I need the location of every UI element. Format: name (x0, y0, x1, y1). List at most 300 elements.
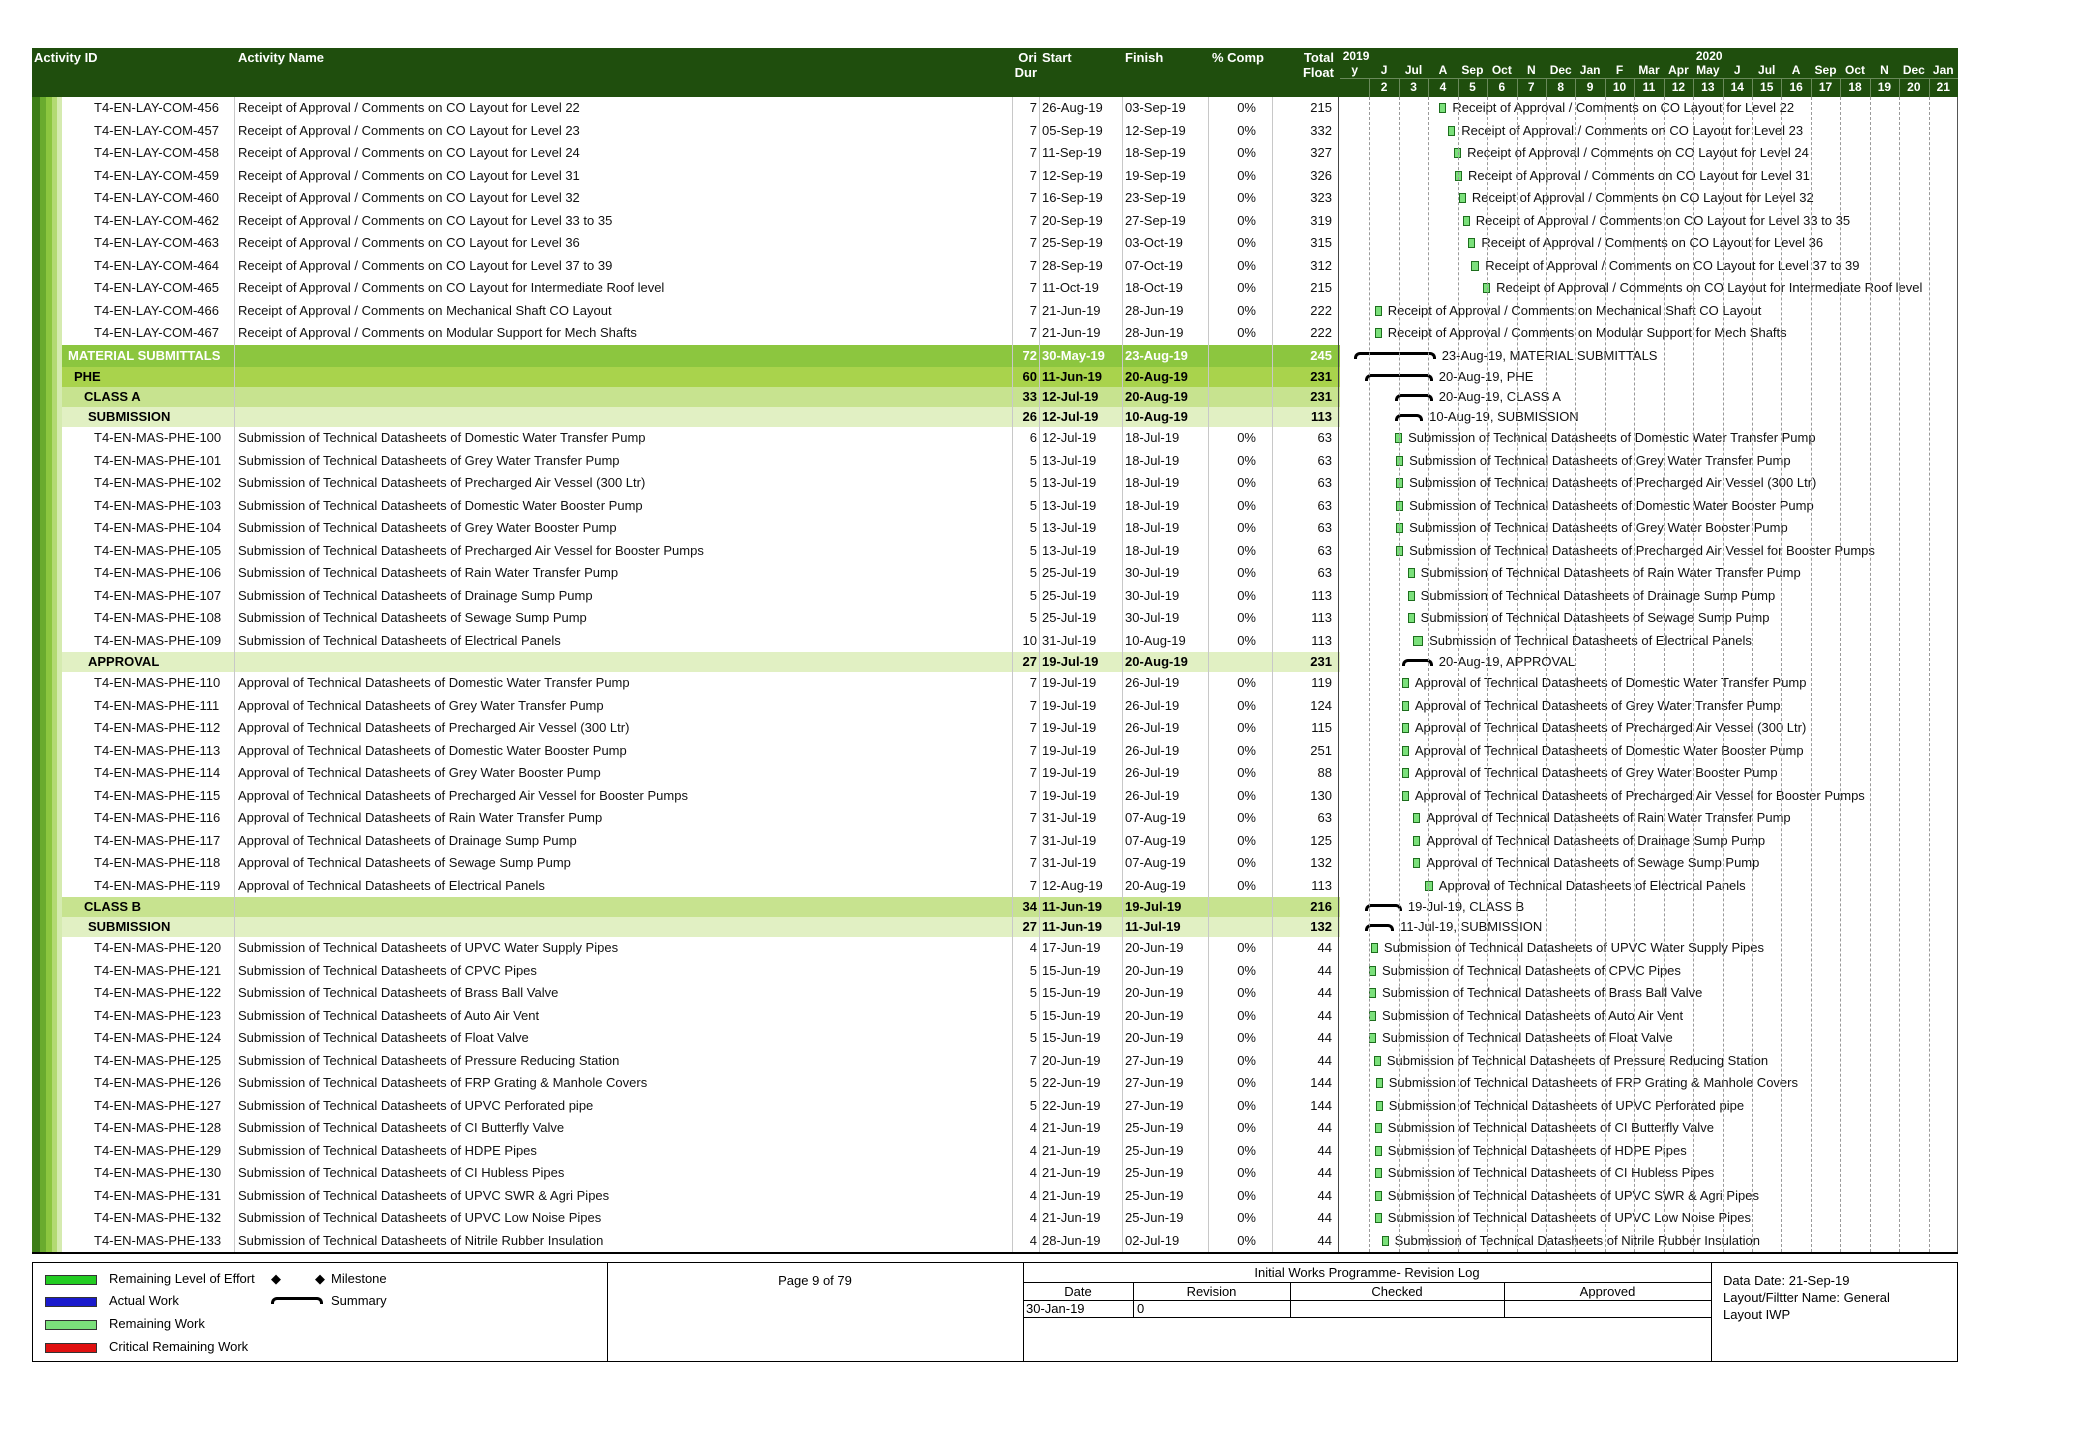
percent-complete: 0% (1237, 675, 1256, 690)
activity-bar[interactable] (1402, 678, 1409, 688)
table-row[interactable] (32, 695, 1958, 719)
revision-log (1023, 1263, 1712, 1361)
activity-id: T4-EN-MAS-PHE-128 (94, 1120, 222, 1135)
activity-name: Submission of Technical Datasheets of Drainage Sump Pump (238, 587, 593, 603)
table-row[interactable] (32, 427, 1958, 451)
start-date: 11-Jun-19 (1042, 899, 1102, 914)
activity-name: Submission of Technical Datasheets of UPVC SWR & Agri Pipes (238, 1187, 610, 1203)
bar-label: Receipt of Approval / Comments on CO Layout for Level 33 to 35 (1475, 212, 1851, 228)
table-row[interactable] (32, 785, 1958, 809)
activity-bar[interactable] (1413, 813, 1420, 823)
activity-id: T4-EN-MAS-PHE-130 (94, 1165, 222, 1180)
summary-bar-label: 20-Aug-19, APPROVAL (1438, 654, 1576, 669)
legend-swatch-actual (45, 1297, 97, 1307)
total-float: 63 (1317, 810, 1332, 825)
finish-date: 26-Jul-19 (1125, 787, 1180, 803)
bar-label: Submission of Technical Datasheets of UPVC Perforated pipe (1388, 1097, 1745, 1113)
group-row[interactable] (32, 345, 1958, 368)
month-number: 18 (1848, 80, 1862, 94)
group-name: SUBMISSION (88, 409, 171, 424)
table-row[interactable] (32, 807, 1958, 831)
table-row[interactable] (32, 585, 1958, 609)
table-row[interactable] (32, 97, 1958, 121)
month-number: 13 (1701, 80, 1715, 94)
total-float: 63 (1317, 497, 1332, 513)
activity-name: Submission of Technical Datasheets of UPVC Perforated pipe (238, 1097, 594, 1113)
group-row[interactable] (32, 407, 1958, 427)
activity-id: T4-EN-MAS-PHE-104 (94, 520, 222, 535)
activity-bar[interactable] (1375, 1213, 1382, 1223)
activity-id: T4-EN-MAS-PHE-106 (94, 565, 222, 580)
activity-bar[interactable] (1376, 1078, 1383, 1088)
orig-duration: 7 (1029, 257, 1037, 273)
activity-bar[interactable] (1448, 126, 1455, 136)
table-row[interactable] (32, 517, 1958, 541)
month-number: 7 (1527, 80, 1535, 94)
activity-name: Receipt of Approval / Comments on CO Layout for Level 33 to 35 (238, 212, 613, 228)
total-float: 63 (1317, 565, 1332, 580)
bar-label: Submission of Technical Datasheets of CI Hubless Pipes (1387, 1165, 1715, 1180)
orig-duration: 5 (1029, 962, 1037, 978)
activity-bar[interactable] (1376, 1101, 1383, 1111)
finish-date: 11-Jul-19 (1125, 919, 1181, 934)
bar-label: Submission of Technical Datasheets of CI Butterfly Valve (1387, 1120, 1714, 1135)
group-row[interactable] (32, 917, 1958, 937)
finish-date: 27-Jun-19 (1125, 1097, 1184, 1113)
table-row[interactable] (32, 875, 1958, 899)
orig-duration: 4 (1029, 1187, 1037, 1203)
activity-name: Submission of Technical Datasheets of Auto Air Vent (238, 1007, 540, 1023)
start-date: 19-Jul-19 (1042, 654, 1099, 669)
total-float: 44 (1317, 1142, 1332, 1158)
activity-id: T4-EN-LAY-COM-459 (94, 167, 219, 183)
orig-duration: 5 (1029, 475, 1037, 490)
activity-bar[interactable] (1468, 238, 1476, 248)
total-float: 44 (1317, 1232, 1332, 1248)
table-row[interactable] (32, 1230, 1958, 1254)
col-finish[interactable]: Finish (1125, 50, 1164, 65)
finish-date: 20-Jun-19 (1125, 1007, 1184, 1023)
finish-date: 18-Jul-19 (1125, 520, 1180, 535)
orig-duration: 5 (1029, 520, 1037, 535)
start-date: 25-Sep-19 (1042, 235, 1103, 250)
percent-complete: 0% (1237, 122, 1256, 138)
start-date: 21-Jun-19 (1042, 1187, 1101, 1203)
diamond-icon: ◆ (271, 1271, 281, 1286)
activity-bar[interactable] (1371, 943, 1378, 953)
col-activity-name[interactable]: Activity Name (238, 50, 324, 65)
table-row[interactable] (32, 830, 1958, 854)
table-row[interactable] (32, 1117, 1958, 1141)
col-start[interactable]: Start (1042, 50, 1072, 65)
percent-complete: 0% (1237, 1075, 1256, 1090)
total-float: 327 (1310, 145, 1332, 160)
activity-bar[interactable] (1382, 1236, 1389, 1246)
start-date: 15-Jun-19 (1042, 1030, 1101, 1045)
activity-bar[interactable] (1402, 723, 1409, 733)
rev-col-date: Date (1064, 1284, 1092, 1299)
start-date: 19-Jul-19 (1042, 720, 1097, 735)
finish-date: 20-Jun-19 (1125, 940, 1184, 955)
finish-date: 23-Aug-19 (1125, 347, 1188, 363)
table-row[interactable] (32, 540, 1958, 564)
summary-bar-icon (271, 1297, 323, 1304)
activity-bar[interactable] (1402, 746, 1409, 756)
summary-bar-label: 23-Aug-19, MATERIAL SUBMITTALS (1441, 347, 1658, 363)
orig-duration: 5 (1029, 1007, 1037, 1023)
percent-complete: 0% (1237, 167, 1256, 183)
activity-table (32, 97, 1958, 1252)
percent-complete: 0% (1237, 697, 1256, 713)
table-row[interactable] (32, 1005, 1958, 1029)
orig-duration: 4 (1029, 1142, 1037, 1158)
activity-bar[interactable] (1375, 1191, 1382, 1201)
table-row[interactable] (32, 255, 1958, 279)
activity-name: Submission of Technical Datasheets of Pressure Reducing Station (238, 1052, 620, 1068)
table-row[interactable] (32, 472, 1958, 496)
total-float: 113 (1311, 632, 1332, 648)
total-float: 125 (1310, 832, 1332, 848)
finish-date: 30-Jul-19 (1125, 610, 1180, 625)
activity-bar[interactable] (1375, 1123, 1382, 1133)
percent-complete: 0% (1237, 855, 1256, 870)
legend-milestone-label: Milestone (331, 1271, 387, 1286)
month-label: Jan (1579, 63, 1601, 77)
activity-name: Submission of Technical Datasheets of FRP Grating & Manhole Covers (238, 1075, 648, 1090)
bar-label: Submission of Technical Datasheets of Precharged Air Vessel (300 Ltr) (1409, 475, 1817, 490)
start-date: 20-Sep-19 (1042, 212, 1103, 228)
group-row[interactable] (32, 897, 1958, 917)
col-percent-complete[interactable]: % Comp (1212, 50, 1264, 65)
activity-name: Submission of Technical Datasheets of Grey Water Booster Pump (238, 520, 617, 535)
table-row[interactable] (32, 1095, 1958, 1119)
page-number: Page 9 of 79 (778, 1273, 852, 1288)
total-float: 326 (1310, 167, 1332, 183)
activity-bar[interactable] (1463, 216, 1470, 226)
orig-duration: 34 (1022, 899, 1037, 914)
month-label: Jan (1932, 63, 1954, 77)
month-number: 8 (1557, 80, 1565, 94)
activity-id: T4-EN-MAS-PHE-111 (94, 697, 220, 713)
table-row[interactable] (32, 232, 1958, 256)
activity-bar[interactable] (1471, 261, 1480, 271)
bar-label: Receipt of Approval / Comments on CO Layout for Level 37 to 39 (1485, 257, 1860, 273)
activity-bar[interactable] (1413, 636, 1423, 646)
finish-date: 28-Jun-19 (1125, 302, 1184, 318)
total-float: 215 (1310, 280, 1332, 295)
group-row[interactable] (32, 367, 1958, 387)
activity-name: Submission of Technical Datasheets of Rain Water Transfer Pump (238, 565, 619, 580)
bar-label: Approval of Technical Datasheets of Grey Water Transfer Pump (1414, 697, 1781, 713)
percent-complete: 0% (1237, 1120, 1256, 1135)
legend-remaining-label: Remaining Work (109, 1316, 205, 1331)
total-float: 44 (1317, 1007, 1332, 1023)
activity-bar[interactable] (1413, 836, 1420, 846)
total-float: 144 (1310, 1075, 1332, 1090)
table-row[interactable] (32, 607, 1958, 631)
activity-id: T4-EN-MAS-PHE-127 (94, 1097, 222, 1113)
table-row[interactable] (32, 672, 1958, 696)
orig-duration: 5 (1029, 542, 1037, 558)
orig-duration: 7 (1029, 235, 1037, 250)
percent-complete: 0% (1237, 1030, 1256, 1045)
activity-id: T4-EN-MAS-PHE-115 (94, 787, 221, 803)
bar-label: Submission of Technical Datasheets of Sewage Sump Pump (1420, 610, 1770, 625)
activity-bar[interactable] (1402, 768, 1409, 778)
activity-bar[interactable] (1459, 193, 1466, 203)
activity-bar[interactable] (1408, 568, 1415, 578)
activity-id: T4-EN-MAS-PHE-120 (94, 940, 222, 955)
orig-duration: 6 (1029, 430, 1037, 445)
finish-date: 20-Aug-19 (1125, 654, 1188, 669)
finish-date: 23-Sep-19 (1125, 190, 1186, 205)
table-row[interactable] (32, 717, 1958, 741)
bar-label: Receipt of Approval / Comments on CO Layout for Level 36 (1481, 235, 1824, 250)
start-date: 31-Jul-19 (1042, 855, 1097, 870)
total-float: 222 (1310, 325, 1332, 340)
table-row[interactable] (32, 960, 1958, 984)
table-row[interactable] (32, 1072, 1958, 1096)
orig-duration: 4 (1029, 1210, 1037, 1225)
finish-date: 26-Jul-19 (1125, 697, 1180, 713)
data-date: Data Date: 21-Sep-19 (1723, 1273, 1850, 1288)
start-date: 13-Jul-19 (1042, 475, 1097, 490)
start-date: 21-Jun-19 (1042, 1142, 1101, 1158)
bar-label: Approval of Technical Datasheets of Domestic Water Transfer Pump (1414, 675, 1807, 690)
table-row[interactable] (32, 1162, 1958, 1186)
rev-date-value: 30-Jan-19 (1026, 1301, 1085, 1316)
activity-name: Receipt of Approval / Comments on CO Layout for Level 37 to 39 (238, 257, 613, 273)
orig-duration: 4 (1029, 1120, 1037, 1135)
bar-label: Approval of Technical Datasheets of Precharged Air Vessel (300 Ltr) (1414, 720, 1807, 735)
activity-bar[interactable] (1402, 701, 1409, 711)
orig-duration: 7 (1029, 167, 1037, 183)
percent-complete: 0% (1237, 302, 1256, 318)
summary-bar-label: 20-Aug-19, CLASS A (1438, 389, 1561, 404)
group-row[interactable] (32, 387, 1958, 407)
table-row[interactable] (32, 165, 1958, 189)
month-number: 12 (1671, 80, 1686, 94)
bar-label: Receipt of Approval / Comments on Mechanical Shaft CO Layout (1387, 302, 1762, 318)
activity-bar[interactable] (1375, 306, 1382, 316)
month-number: 19 (1877, 80, 1892, 94)
activity-name: Receipt of Approval / Comments on CO Layout for Level 31 (238, 167, 580, 183)
percent-complete: 0% (1237, 632, 1256, 648)
activity-bar[interactable] (1408, 613, 1415, 623)
diamond-icon: ◆ (315, 1271, 325, 1286)
table-row[interactable] (32, 142, 1958, 166)
orig-duration: 72 (1022, 347, 1037, 363)
legend-summary-label: Summary (331, 1293, 387, 1308)
finish-date: 02-Jul-19 (1125, 1232, 1180, 1248)
activity-id: T4-EN-MAS-PHE-113 (94, 742, 221, 758)
table-row[interactable] (32, 1050, 1958, 1074)
start-date: 31-Jul-19 (1042, 632, 1097, 648)
orig-duration: 60 (1022, 369, 1037, 384)
table-row[interactable] (32, 322, 1958, 346)
percent-complete: 0% (1237, 1210, 1256, 1225)
finish-date: 18-Jul-19 (1125, 542, 1180, 558)
total-float: 231 (1310, 369, 1332, 384)
month-label: Oct (1491, 63, 1512, 77)
activity-name: Approval of Technical Datasheets of Domestic Water Booster Pump (238, 742, 627, 758)
table-row[interactable] (32, 277, 1958, 301)
table-row[interactable] (32, 852, 1958, 876)
layout-name: Layout/Filtter Name: General (1723, 1290, 1890, 1305)
month-number: 4 (1439, 80, 1447, 94)
orig-duration: 27 (1022, 654, 1037, 669)
start-date: 13-Jul-19 (1042, 497, 1097, 513)
table-row[interactable] (32, 1027, 1958, 1051)
total-float: 315 (1310, 235, 1332, 250)
finish-date: 26-Jul-19 (1125, 742, 1180, 758)
table-row[interactable] (32, 1140, 1958, 1164)
total-float: 44 (1317, 1120, 1332, 1135)
summary-bar[interactable] (1395, 394, 1433, 401)
group-name: APPROVAL (88, 654, 160, 669)
activity-bar[interactable] (1402, 791, 1409, 801)
total-float: 113 (1311, 610, 1332, 625)
month-label: A (1438, 63, 1448, 77)
month-label: N (1880, 63, 1889, 77)
table-row[interactable] (32, 1207, 1958, 1231)
activity-id: T4-EN-MAS-PHE-103 (94, 497, 222, 513)
percent-complete: 0% (1237, 1052, 1256, 1068)
orig-duration: 7 (1029, 787, 1037, 803)
activity-name: Approval of Technical Datasheets of Sewage Sump Pump (238, 855, 571, 870)
activity-bar[interactable] (1375, 1168, 1382, 1178)
percent-complete: 0% (1237, 520, 1256, 535)
activity-name: Receipt of Approval / Comments on CO Layout for Intermediate Roof level (238, 280, 665, 295)
legend-actual-label: Actual Work (109, 1293, 179, 1308)
col-activity-id[interactable]: Activity ID (34, 50, 98, 65)
bar-label: Receipt of Approval / Comments on CO Layout for Intermediate Roof level (1496, 280, 1923, 295)
total-float: 323 (1310, 190, 1332, 205)
total-float: 216 (1310, 899, 1332, 914)
start-date: 22-Jun-19 (1042, 1075, 1101, 1090)
bar-label: Submission of Technical Datasheets of Precharged Air Vessel for Booster Pumps (1409, 542, 1875, 558)
month-label: A (1791, 63, 1801, 77)
bar-label: Submission of Technical Datasheets of Nitrile Rubber Insulation (1394, 1232, 1760, 1248)
table-row[interactable] (32, 562, 1958, 586)
total-float: 63 (1317, 475, 1332, 490)
percent-complete: 0% (1237, 877, 1256, 893)
table-row[interactable] (32, 937, 1958, 961)
orig-duration: 7 (1029, 832, 1037, 848)
activity-id: T4-EN-LAY-COM-458 (94, 145, 219, 160)
start-date: 21-Jun-19 (1042, 1165, 1101, 1180)
activity-id: T4-EN-LAY-COM-466 (94, 302, 219, 318)
total-float: 231 (1310, 654, 1332, 669)
summary-bar[interactable] (1365, 904, 1402, 911)
table-row[interactable] (32, 450, 1958, 474)
table-row[interactable] (32, 120, 1958, 144)
finish-date: 07-Aug-19 (1125, 832, 1186, 848)
month-number: 5 (1469, 80, 1476, 94)
finish-date: 26-Jul-19 (1125, 765, 1180, 780)
start-date: 28-Jun-19 (1042, 1232, 1101, 1248)
activity-bar[interactable] (1375, 328, 1382, 338)
month-label: N (1526, 63, 1536, 77)
orig-duration: 5 (1029, 985, 1037, 1000)
month-number: 6 (1498, 80, 1506, 94)
orig-duration: 10 (1022, 632, 1037, 648)
col-total-float[interactable]: Total Float (1302, 50, 1334, 80)
finish-date: 07-Aug-19 (1125, 810, 1186, 825)
col-orig-duration[interactable]: Ori Dur (1014, 50, 1037, 80)
activity-bar[interactable] (1413, 858, 1420, 868)
percent-complete: 0% (1237, 542, 1256, 558)
activity-name: Submission of Technical Datasheets of HDPE Pipes (238, 1142, 537, 1158)
activity-name: Submission of Technical Datasheets of UPVC Low Noise Pipes (238, 1210, 602, 1225)
finish-date: 20-Aug-19 (1125, 389, 1188, 404)
total-float: 44 (1317, 962, 1332, 978)
table-row[interactable] (32, 210, 1958, 234)
group-row[interactable] (32, 652, 1958, 672)
start-date: 11-Oct-19 (1042, 280, 1099, 295)
table-row[interactable] (32, 630, 1958, 654)
finish-date: 25-Jun-19 (1125, 1187, 1184, 1203)
table-row[interactable] (32, 982, 1958, 1006)
table-row[interactable] (32, 762, 1958, 786)
percent-complete: 0% (1237, 985, 1256, 1000)
activity-bar[interactable] (1375, 1146, 1382, 1156)
activity-bar[interactable] (1408, 591, 1415, 601)
month-number: 2 (1380, 80, 1388, 94)
finish-date: 10-Aug-19 (1125, 409, 1188, 424)
table-row[interactable] (32, 740, 1958, 764)
table-row[interactable] (32, 300, 1958, 324)
bar-label: Submission of Technical Datasheets of Electrical Panels (1429, 632, 1752, 648)
month-label: J (1733, 63, 1741, 77)
year-label: 2019 (1342, 49, 1370, 63)
bar-label: Approval of Technical Datasheets of Sewage Sump Pump (1426, 855, 1760, 870)
total-float: 231 (1310, 389, 1332, 404)
bar-label: Receipt of Approval / Comments on CO Layout for Level 31 (1468, 167, 1810, 183)
total-float: 113 (1311, 877, 1332, 893)
month-label: Oct (1844, 63, 1865, 77)
table-row[interactable] (32, 187, 1958, 211)
finish-date: 25-Jun-19 (1125, 1165, 1184, 1180)
orig-duration: 5 (1029, 497, 1037, 513)
data-date-info (1711, 1263, 1957, 1361)
bar-label: Approval of Technical Datasheets of Rain Water Transfer Pump (1426, 810, 1791, 825)
activity-bar[interactable] (1439, 103, 1447, 113)
table-row[interactable] (32, 1185, 1958, 1209)
orig-duration: 7 (1029, 742, 1037, 758)
percent-complete: 0% (1237, 587, 1256, 603)
start-date: 25-Jul-19 (1042, 610, 1097, 625)
month-label: May (1696, 63, 1720, 77)
start-date: 15-Jun-19 (1042, 1007, 1101, 1023)
activity-id: T4-EN-MAS-PHE-107 (94, 587, 222, 603)
bar-label: Submission of Technical Datasheets of FRP Grating & Manhole Covers (1388, 1075, 1798, 1090)
activity-id: T4-EN-MAS-PHE-102 (94, 475, 222, 490)
table-row[interactable] (32, 495, 1958, 519)
finish-date: 18-Jul-19 (1125, 452, 1180, 468)
activity-id: T4-EN-MAS-PHE-121 (94, 962, 222, 978)
orig-duration: 7 (1029, 855, 1037, 870)
month-label: y (1351, 63, 1359, 77)
month-number: 16 (1789, 80, 1803, 94)
orig-duration: 7 (1029, 697, 1037, 713)
percent-complete: 0% (1237, 1165, 1256, 1180)
total-float: 44 (1317, 1030, 1332, 1045)
total-float: 63 (1317, 430, 1332, 445)
summary-bar[interactable] (1354, 352, 1436, 359)
percent-complete: 0% (1237, 257, 1256, 273)
activity-bar[interactable] (1374, 1056, 1381, 1066)
